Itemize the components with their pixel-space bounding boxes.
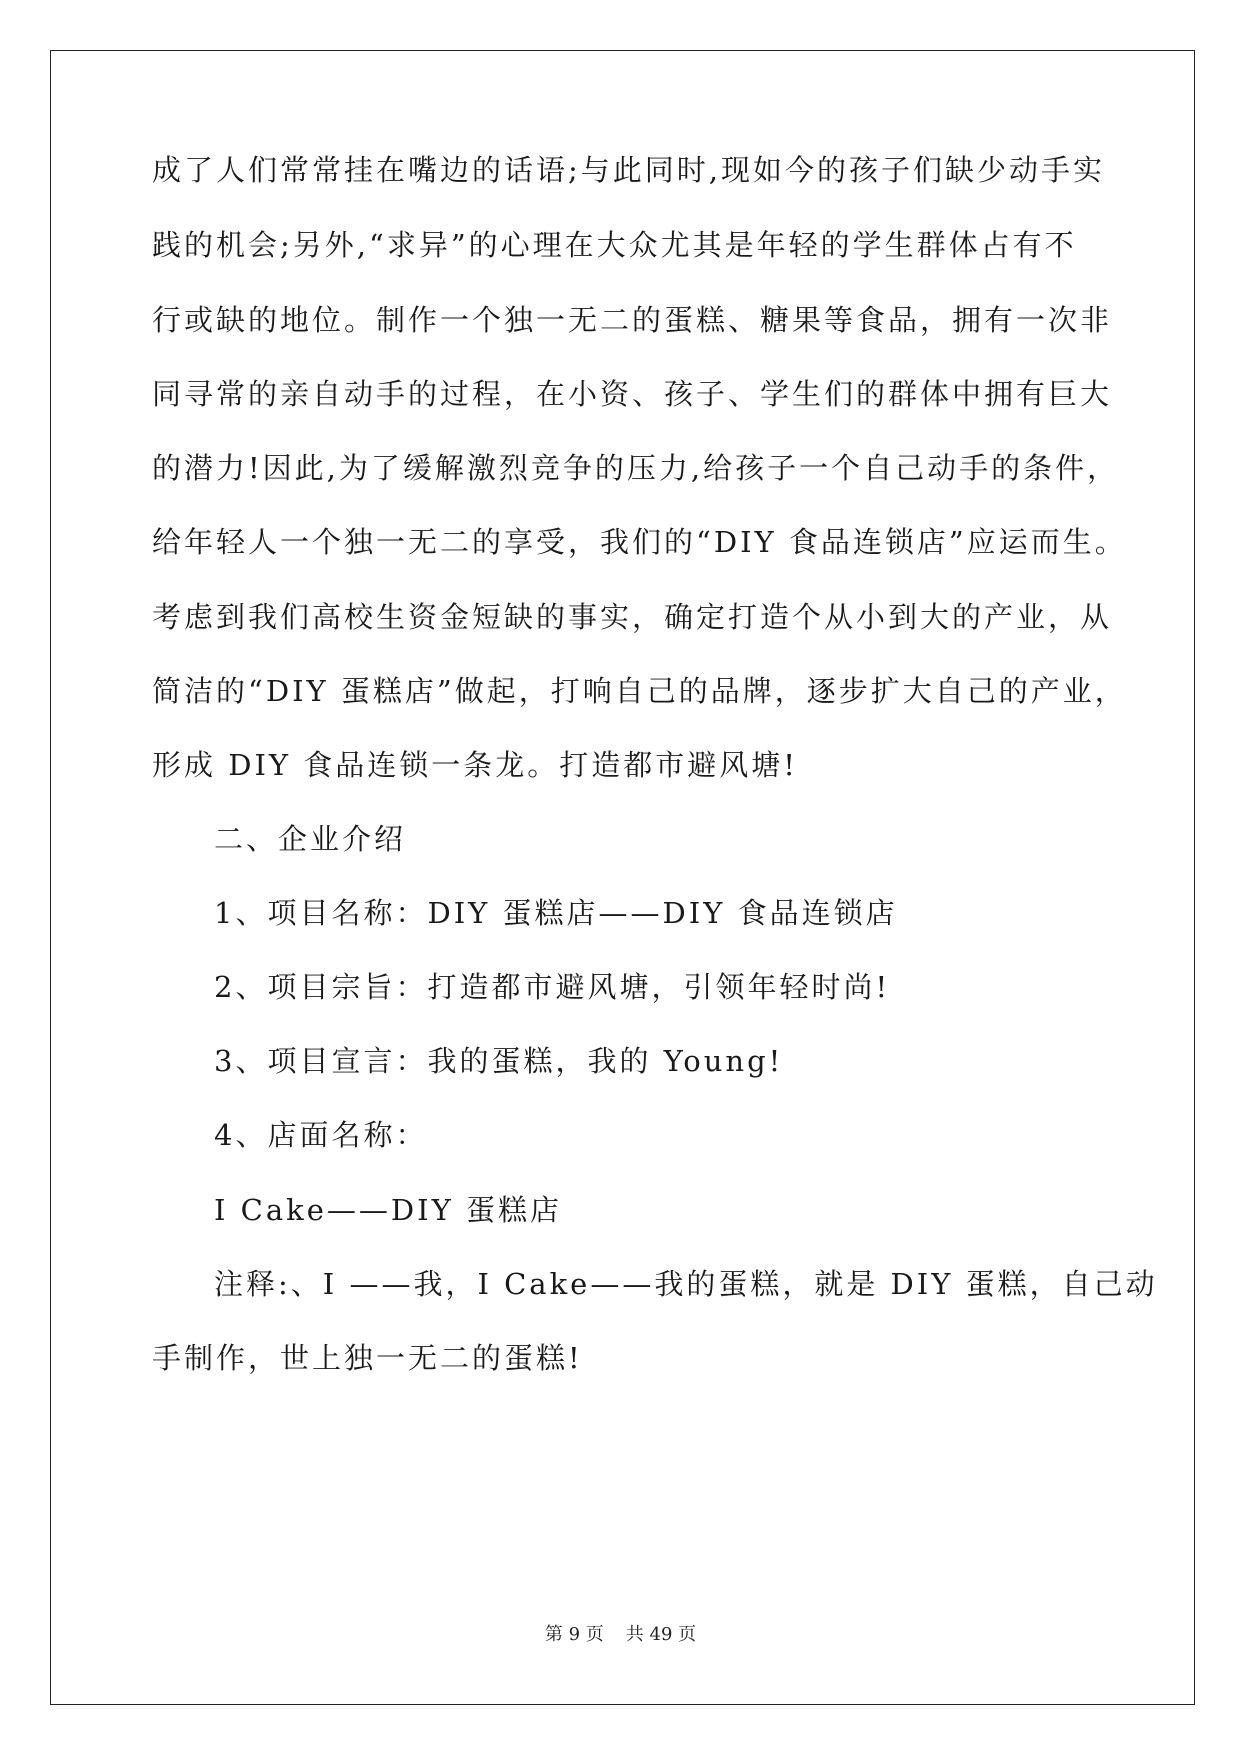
page-number: 第 9 页: [544, 1624, 604, 1645]
note-line-2: 手制作，世上独一无二的蛋糕!: [152, 1341, 583, 1375]
body-line-8: 简洁的“DIY 蛋糕店”做起，打响自己的品牌，逐步扩大自己的产业，: [152, 674, 1127, 708]
body-line-4: 同寻常的亲自动手的过程，在小资、孩子、学生们的群体中拥有巨大: [152, 377, 1113, 411]
body-line-6: 给年轻人一个独一无二的享受，我们的“DIY 食品连锁店”应运而生。: [152, 525, 1127, 559]
body-line-5: 的潜力!因此,为了缓解激烈竞争的压力,给孩子一个自己动手的条件，: [152, 451, 1120, 485]
body-line-7: 考虑到我们高校生资金短缺的事实，确定打造个从小到大的产业，从: [152, 600, 1113, 634]
page-total: 共 49 页: [625, 1624, 697, 1645]
item-project-slogan: 3、项目宣言：我的蛋糕，我的 Young!: [214, 1044, 784, 1078]
item-store-name-value: I Cake——DIY 蛋糕店: [214, 1193, 562, 1227]
item-store-name-label: 4、店面名称：: [214, 1118, 428, 1152]
page-border: [50, 50, 1195, 1705]
body-line-2: 践的机会;另外,“求异”的心理在大众尤其是年轻的学生群体占有不: [152, 228, 1077, 262]
body-line-9: 形成 DIY 食品连锁一条龙。打造都市避风塘!: [152, 748, 798, 782]
body-line-3: 行或缺的地位。制作一个独一无二的蛋糕、糖果等食品，拥有一次非: [152, 303, 1113, 337]
note-line-1: 注释:、I ——我，I Cake——我的蛋糕，就是 DIY 蛋糕，自己动: [214, 1267, 1158, 1301]
item-project-name: 1、项目名称：DIY 蛋糕店——DIY 食品连锁店: [214, 896, 898, 930]
item-project-purpose: 2、项目宗旨：打造都市避风塘，引领年轻时尚!: [214, 970, 891, 1004]
section-heading: 二、企业介绍: [214, 822, 407, 856]
body-line-1: 成了人们常常挂在嘴边的话语;与此同时,现如今的孩子们缺少动手实: [152, 153, 1105, 187]
page-footer: [0, 1620, 1241, 1646]
